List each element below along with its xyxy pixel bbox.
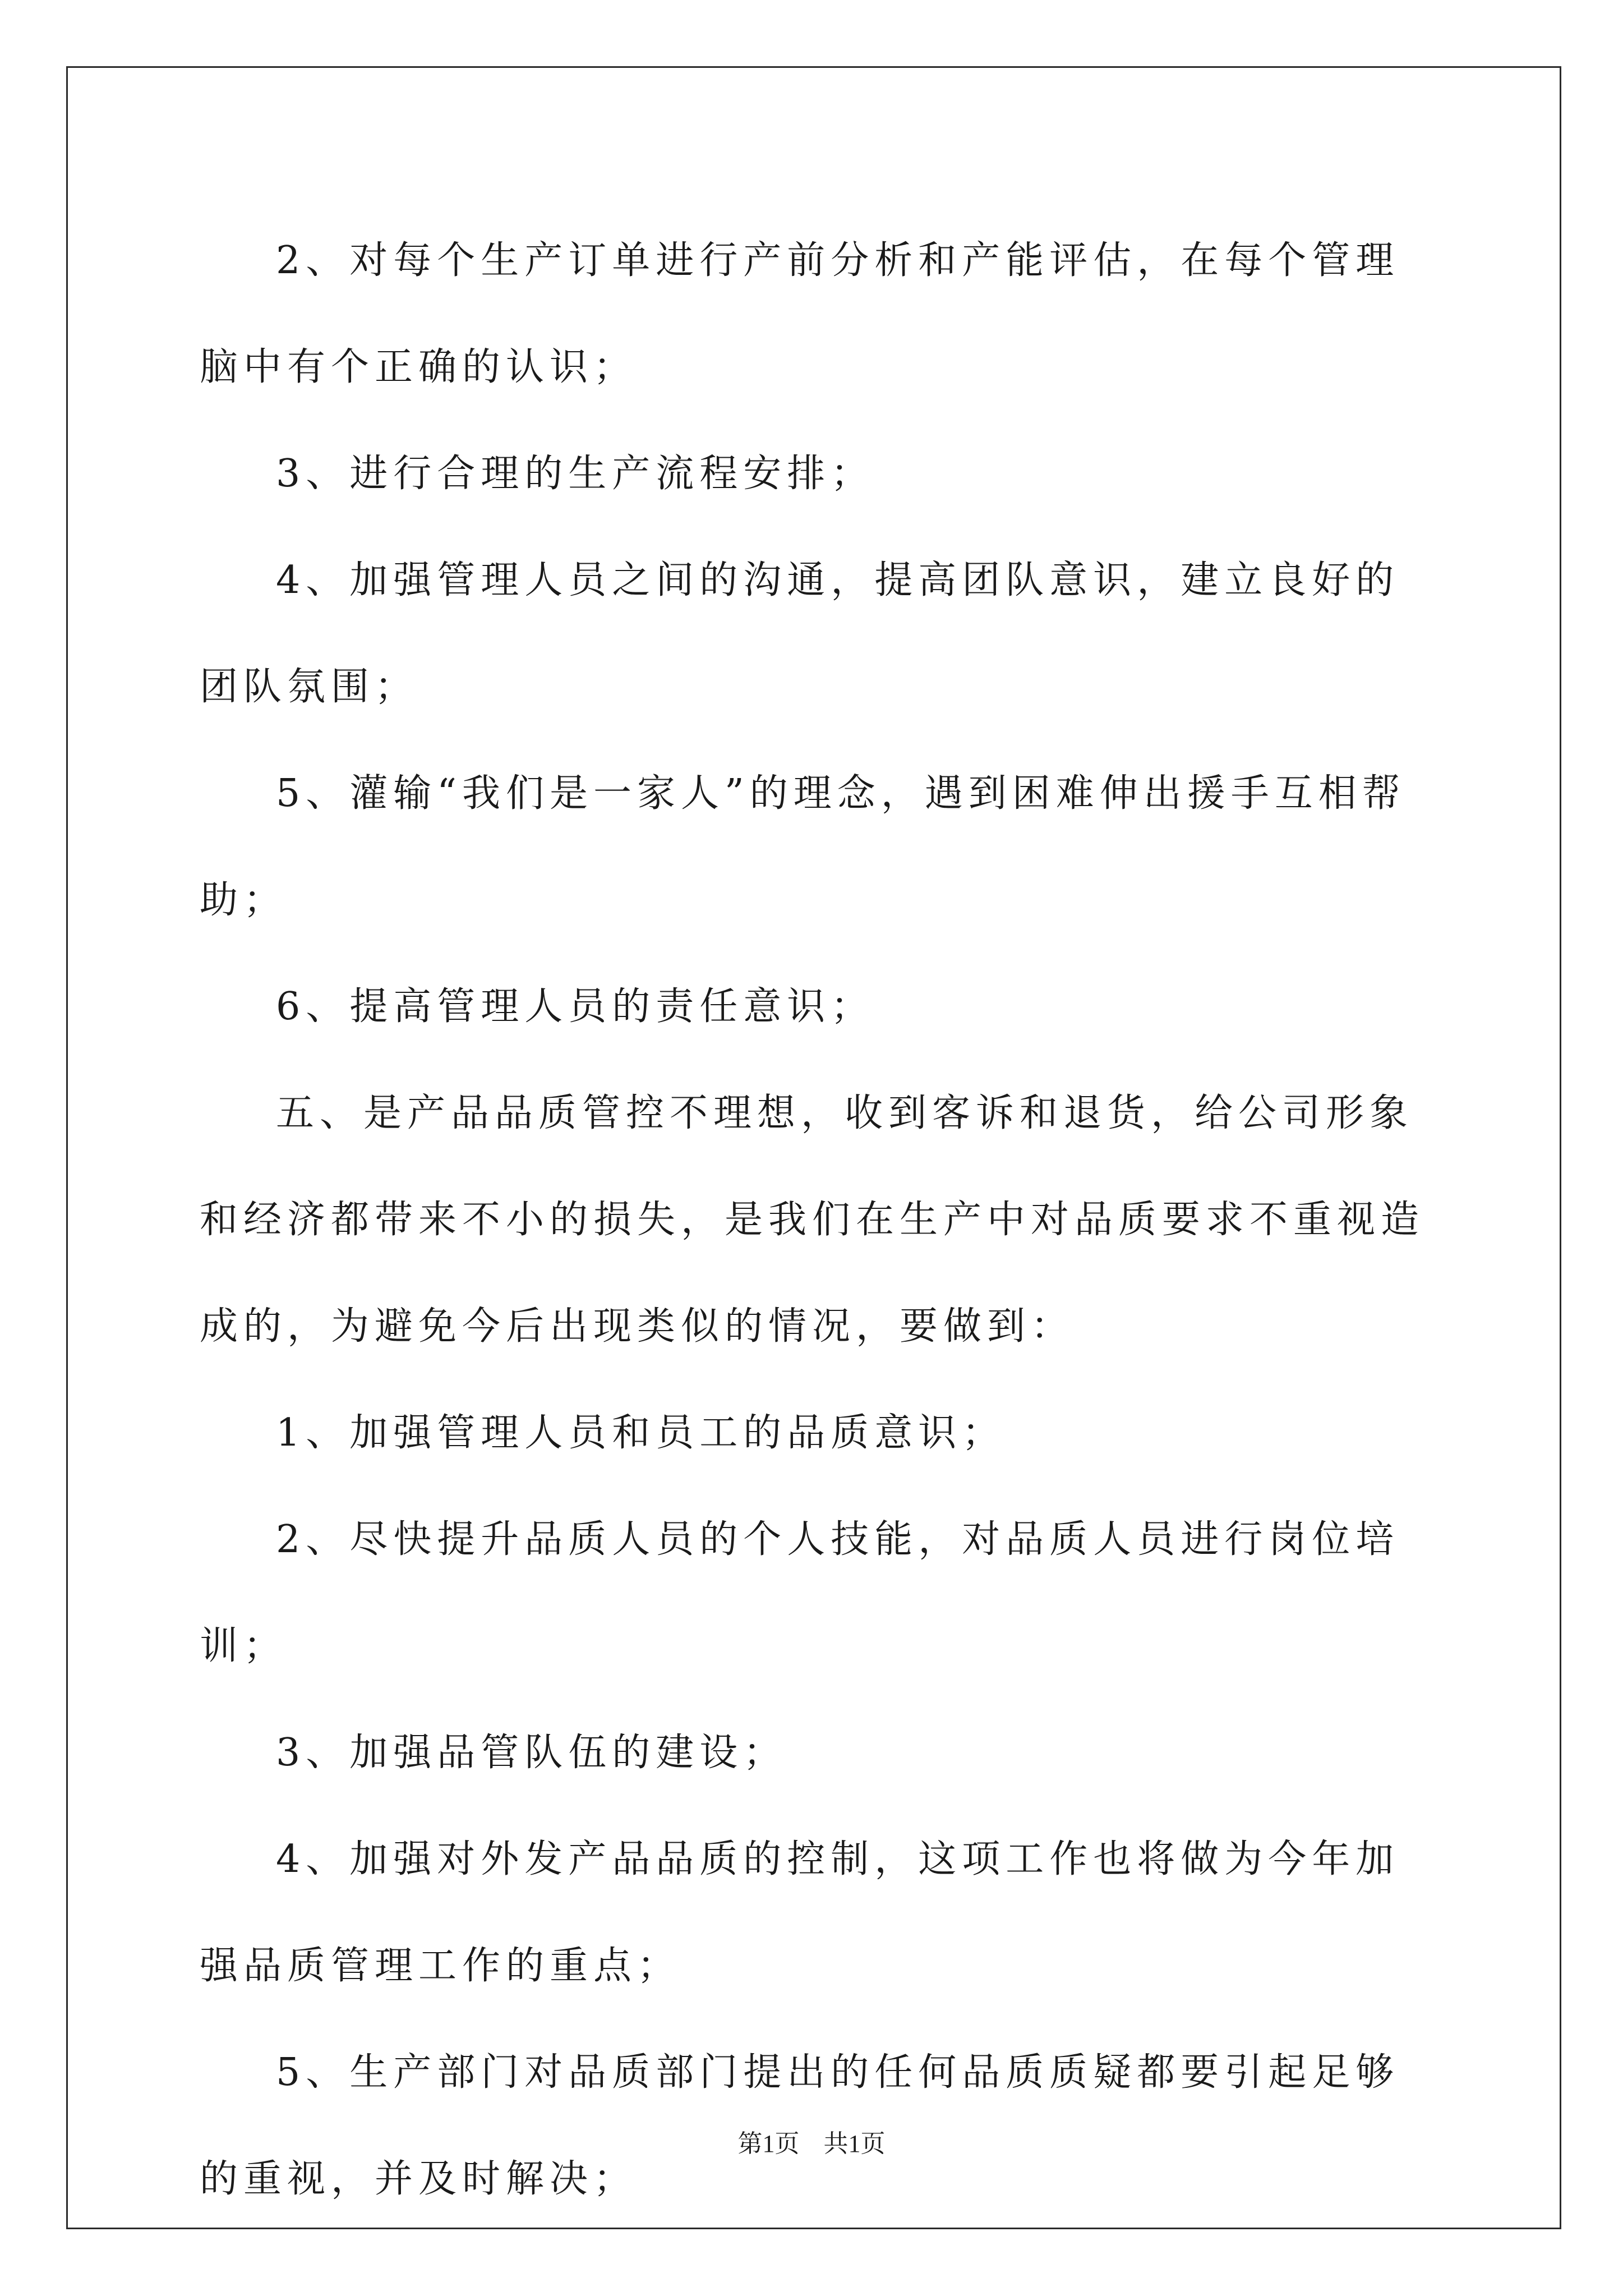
page-number-total: 共1页 (823, 2130, 886, 2157)
paragraph: 5、生产部门对品质部门提出的任何品质质疑都要引起足够的重视，并及时解决； (200, 2050, 1400, 2201)
paragraph: 3、加强品管队伍的建设； (276, 1731, 787, 1775)
paragraph: 5、灌输“我们是一家人”的理念，遇到困难伸出援手互相帮助； (200, 771, 1406, 922)
page-footer (0, 2123, 1623, 2159)
paragraph: 6、提高管理人员的责任意识； (276, 984, 875, 1029)
paragraph: 4、加强对外发产品品质的控制，这项工作也将做为今年加强品质管理工作的重点； (200, 1837, 1400, 1988)
paragraph: 4、加强管理人员之间的沟通，提高团队意识，建立良好的团队氛围； (200, 558, 1400, 709)
document-body (200, 208, 1433, 2233)
paragraph: 2、尽快提升品质人员的个人技能，对品质人员进行岗位培训； (200, 1517, 1400, 1668)
paragraph: 1、加强管理人员和员工的品质意识； (276, 1411, 1006, 1455)
paragraph: 五、是产品品质管控不理想，收到客诉和退货，给公司形象和经济都带来不小的损失，是我们在生产中对品质要求不重视造成的，为避免今后出现类似的情况，要做到： (200, 1091, 1425, 1349)
paragraph: 3、进行合理的生产流程安排； (276, 452, 875, 496)
page-number-current: 第1页 (737, 2130, 800, 2157)
paragraph: 2、对每个生产订单进行产前分析和产能评估，在每个管理脑中有个正确的认识； (200, 238, 1400, 389)
